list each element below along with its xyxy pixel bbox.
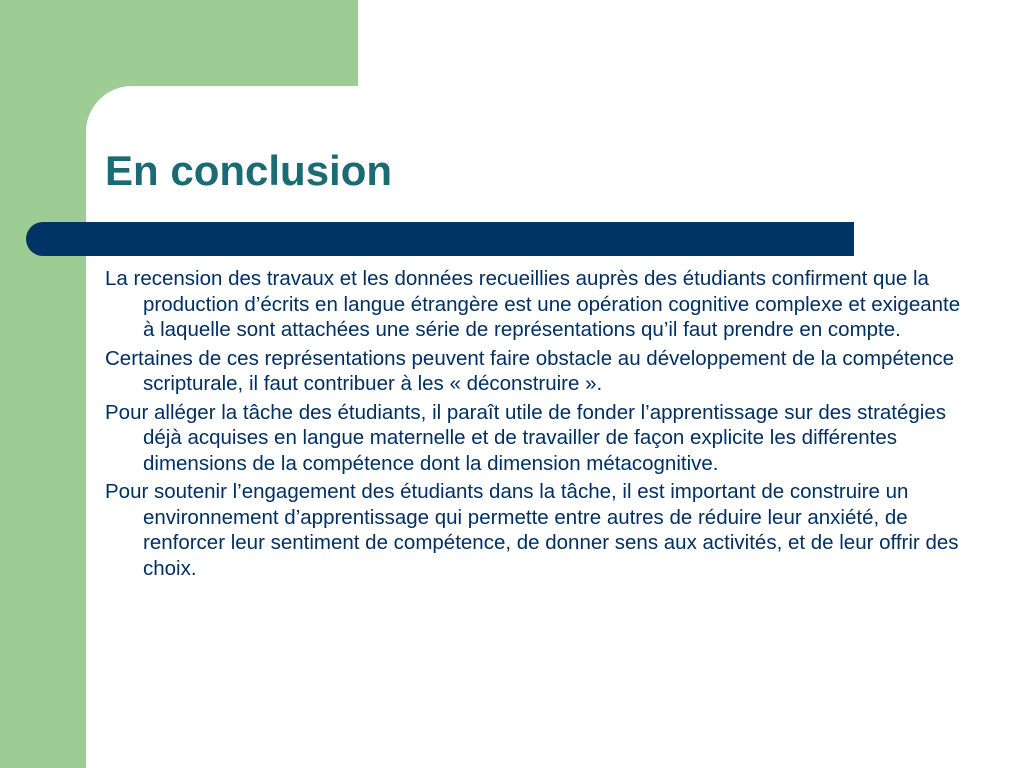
paragraph-alleger: Pour alléger la tâche des étudiants, il paraît utile de fonder l’apprentissage sur des stratégies déjà acquises en langue maternelle et de travailler de façon explicite les différentes dimensions de la compétence dont la dimension métacognitive. (105, 400, 947, 475)
paragraph-recension: La recension des travaux et les données recueillies auprès des étudiants confirment que la production d’écrits en langue étrangère est une opération cognitive complexe et exigeante à laquelle sont attachées une série de représentations qu’il faut prendre en compte. (105, 267, 961, 341)
paragraph-representations: Certaines de ces représentations peuvent faire obstacle au développement de la compétence scripturale, il faut contribuer à les « déconstruire ». (105, 346, 955, 395)
title-underline-bar (26, 222, 854, 256)
body-paragraphs (105, 266, 965, 584)
paragraph-soutenir: Pour soutenir l’engagement des étudiants dans la tâche, il est important de construire un environnement d’apprentissage qui permette entre autres de réduire leur anxiété, de renforcer leur sentiment de compétence, de donner sens aux activités, et de leur offrir des choix. (105, 480, 959, 580)
slide-title: En conclusion (105, 147, 393, 194)
